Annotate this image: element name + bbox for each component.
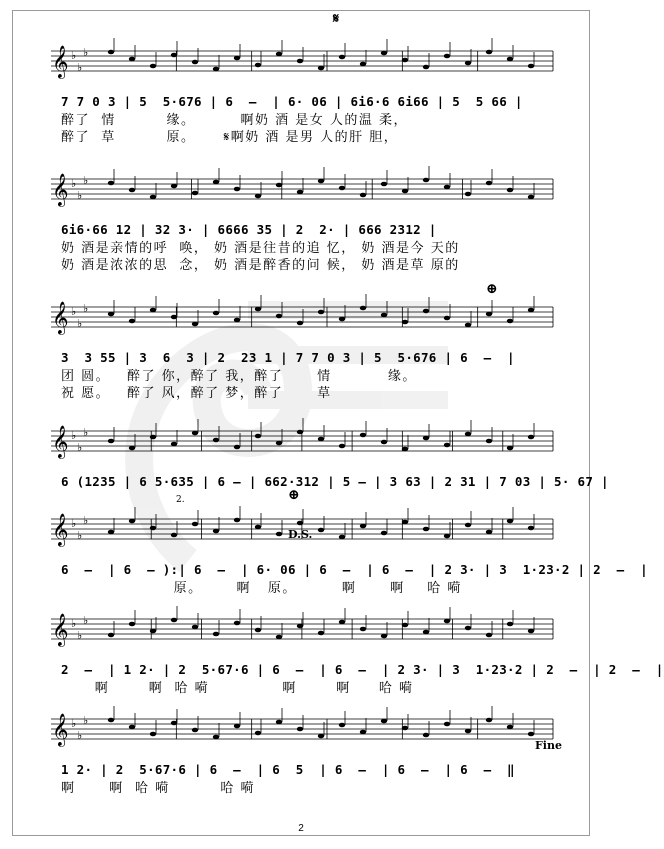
notehead (171, 442, 177, 447)
notehead (423, 309, 429, 314)
notehead (297, 321, 303, 326)
notehead (486, 50, 492, 55)
notehead (129, 57, 135, 62)
notehead (276, 532, 282, 537)
notehead (507, 188, 513, 193)
notehead (339, 535, 345, 540)
notehead (381, 634, 387, 639)
notehead (234, 56, 240, 61)
notehead (402, 447, 408, 452)
flat-icon: ♭ (71, 429, 77, 442)
notehead (423, 527, 429, 532)
notehead (360, 306, 366, 311)
flat-icon: ♭ (83, 614, 89, 627)
flat-icon: ♭ (71, 305, 77, 318)
notehead (465, 61, 471, 66)
notehead (318, 528, 324, 533)
jianpu-line: 7 7 0 3 | 5 5·676 | 6 – | 6· 06 | 6i6·6 6i66 | 5 5 66 | (61, 94, 523, 109)
notehead (192, 522, 198, 527)
notehead (234, 445, 240, 450)
treble-clef-icon: 𝄞 (52, 513, 69, 546)
notehead (276, 720, 282, 725)
flat-icon: ♭ (71, 517, 77, 530)
flat-icon: ♭ (71, 49, 77, 62)
notehead (507, 319, 513, 324)
notehead (528, 732, 534, 737)
notehead (150, 64, 156, 69)
notehead (465, 323, 471, 328)
notehead (255, 628, 261, 633)
notehead (108, 718, 114, 723)
notehead (171, 618, 177, 623)
notehead (171, 533, 177, 538)
notehead (528, 308, 534, 313)
notehead (528, 526, 534, 531)
notehead (444, 316, 450, 321)
notehead (402, 320, 408, 325)
notehead (255, 194, 261, 199)
notehead (423, 733, 429, 738)
notehead (297, 624, 303, 629)
notehead (381, 440, 387, 445)
notehead (339, 444, 345, 449)
flat-icon: ♭ (83, 174, 89, 187)
notehead (171, 184, 177, 189)
notehead (486, 312, 492, 317)
notehead (402, 520, 408, 525)
treble-clef-icon: 𝄞 (52, 173, 69, 206)
flat-icon: ♭ (83, 46, 89, 59)
notehead (528, 629, 534, 634)
notehead (444, 534, 450, 539)
notehead (339, 317, 345, 322)
notehead (486, 439, 492, 444)
notehead (234, 724, 240, 729)
notehead (486, 718, 492, 723)
flat-icon: ♭ (83, 714, 89, 727)
notehead (108, 50, 114, 55)
staff-7 (13, 701, 591, 761)
notehead (150, 732, 156, 737)
notehead (507, 519, 513, 524)
lyric-line-2: 醉了 草 原。 𝄋啊奶 酒 是男 人的肝 胆， (61, 130, 399, 145)
notehead (486, 633, 492, 638)
flat-icon: ♭ (77, 317, 83, 330)
notehead (507, 57, 513, 62)
notehead (129, 446, 135, 451)
lyric-line-2: 奶 酒是浓浓的思 念， 奶 酒是醉香的问 候， 奶 酒是草 原的 (61, 258, 460, 273)
notehead (318, 310, 324, 315)
notehead (528, 64, 534, 69)
flat-icon: ♭ (71, 717, 77, 730)
treble-clef-icon: 𝄞 (52, 425, 69, 458)
jianpu-line: 3 3 55 | 3 6 3 | 2 23 1 | 7 7 0 3 | 5 5·676 | 6 – | (61, 350, 515, 365)
staff-2 (13, 161, 591, 221)
notehead (360, 433, 366, 438)
notehead (402, 623, 408, 628)
staff-1 (13, 33, 591, 93)
notehead (150, 195, 156, 200)
notehead (255, 434, 261, 439)
notehead (192, 322, 198, 327)
flat-icon: ♭ (77, 441, 83, 454)
coda-icon-2: ⊕ (288, 487, 300, 503)
notehead (171, 315, 177, 320)
notehead (234, 518, 240, 523)
notehead (360, 627, 366, 632)
notehead (318, 631, 324, 636)
notehead (129, 188, 135, 193)
notehead (423, 630, 429, 635)
notehead (108, 633, 114, 638)
notehead (507, 622, 513, 627)
flat-icon: ♭ (83, 514, 89, 527)
notehead (129, 622, 135, 627)
notehead (339, 186, 345, 191)
notehead (297, 727, 303, 732)
jianpu-line: 1 2· | 2 5·67·6 | 6 – | 6 5 | 6 – | 6 – | 6 – ‖ (61, 762, 515, 777)
notehead (213, 438, 219, 443)
notehead (129, 725, 135, 730)
notehead (171, 721, 177, 726)
notehead (402, 58, 408, 63)
notehead (381, 51, 387, 56)
notehead (465, 626, 471, 631)
flat-icon: ♭ (71, 617, 77, 630)
notehead (255, 731, 261, 736)
notehead (192, 728, 198, 733)
notehead (381, 182, 387, 187)
score-page (12, 10, 664, 836)
flat-icon: ♭ (71, 177, 77, 190)
notehead (381, 531, 387, 536)
notehead (255, 63, 261, 68)
notehead (297, 521, 303, 526)
staff-6 (13, 601, 591, 661)
lyric-line-1: 醉了 情 缘。 啊奶 酒 是女 人的温 柔， (61, 113, 409, 128)
notehead (234, 318, 240, 323)
flat-icon: ♭ (77, 729, 83, 742)
notehead (234, 187, 240, 192)
notehead (192, 431, 198, 436)
notehead (402, 726, 408, 731)
notehead (129, 519, 135, 524)
notehead (192, 625, 198, 630)
notehead (297, 59, 303, 64)
notehead (423, 65, 429, 70)
notehead (234, 621, 240, 626)
notehead (507, 446, 513, 451)
notehead (318, 437, 324, 442)
ds-marking: D.S. (288, 528, 313, 541)
flat-icon: ♭ (77, 61, 83, 74)
notehead (108, 530, 114, 535)
notehead (339, 723, 345, 728)
notehead (528, 435, 534, 440)
notehead (465, 729, 471, 734)
notehead (213, 735, 219, 740)
notehead (108, 312, 114, 317)
notehead (297, 430, 303, 435)
fine-marking: Fine (535, 739, 562, 752)
notehead (213, 67, 219, 72)
notehead (108, 181, 114, 186)
lyric-line-2: 祝 愿。 醉了 风，醉了 梦，醉了 草 (61, 386, 332, 401)
notehead (150, 526, 156, 531)
flat-icon: ♭ (83, 302, 89, 315)
notehead (339, 620, 345, 625)
notehead (213, 180, 219, 185)
notehead (360, 193, 366, 198)
notehead (108, 439, 114, 444)
notehead (486, 181, 492, 186)
notehead (444, 443, 450, 448)
notehead (423, 178, 429, 183)
treble-clef-icon: 𝄞 (52, 713, 69, 746)
lyric-line-1: 啊 啊 哈 嗬 啊 啊 哈 嗬 (61, 681, 414, 696)
lyric-line-1: 原。 啊 原。 啊 啊 哈 嗬 (61, 581, 462, 596)
notehead (276, 441, 282, 446)
flat-icon: ♭ (83, 426, 89, 439)
notehead (381, 313, 387, 318)
notehead (402, 189, 408, 194)
notehead (318, 179, 324, 184)
flat-icon: ♭ (77, 529, 83, 542)
notehead (465, 523, 471, 528)
notehead (192, 191, 198, 196)
notehead (129, 319, 135, 324)
notehead (423, 436, 429, 441)
notehead (276, 635, 282, 640)
lyric-line-1: 啊 啊 哈 嗬 哈 嗬 (61, 781, 256, 796)
notehead (444, 185, 450, 190)
notehead (318, 734, 324, 739)
notehead (276, 52, 282, 57)
staff-4 (13, 413, 591, 473)
notehead (465, 432, 471, 437)
notehead (192, 60, 198, 65)
notehead (339, 55, 345, 60)
page-number: 2 (298, 823, 304, 834)
notehead (381, 719, 387, 724)
notehead (360, 62, 366, 67)
jianpu-line: 6i6·66 12 | 32 3· | 6666 35 | 2 2· | 666 2312 | (61, 222, 437, 237)
notehead (465, 192, 471, 197)
treble-clef-icon: 𝄞 (52, 45, 69, 78)
jianpu-line: 6 (1235 | 6 5·635 | 6 – | 662·312 | 5 – | 3 63 | 2 31 | 7 03 | 5· 67 | (61, 474, 609, 489)
notehead (150, 629, 156, 634)
notehead (444, 619, 450, 624)
jianpu-line: 2 – | 1 2· | 2 5·67·6 | 6 – | 6 – | 2 3· | 3 1·23·2 | 2 – | 2 – | (61, 662, 664, 677)
notehead (486, 530, 492, 535)
notehead (276, 314, 282, 319)
notehead (255, 307, 261, 312)
treble-clef-icon: 𝄞 (52, 301, 69, 334)
notehead (444, 54, 450, 59)
notehead (360, 524, 366, 529)
notehead (213, 529, 219, 534)
staff-3 (13, 289, 591, 349)
notehead (360, 730, 366, 735)
notehead (507, 725, 513, 730)
notehead (213, 311, 219, 316)
treble-clef-icon: 𝄞 (52, 613, 69, 646)
segno-icon: 𝄋 (333, 11, 340, 27)
notehead (213, 632, 219, 637)
flat-icon: ♭ (77, 189, 83, 202)
lyric-line-1: 奶 酒是亲情的呼 唤， 奶 酒是往昔的追 忆， 奶 酒是今 天的 (61, 241, 460, 256)
coda-icon: ⊕ (486, 281, 498, 297)
notehead (255, 525, 261, 530)
lyric-line-1: 团 圆。 醉了 你，醉了 我，醉了 情 缘。 (61, 369, 417, 384)
flat-icon: ♭ (77, 629, 83, 642)
notehead (318, 66, 324, 71)
volta-2-label: 2. (176, 495, 185, 505)
notehead (297, 190, 303, 195)
notehead (444, 722, 450, 727)
notehead (171, 53, 177, 58)
notehead (150, 435, 156, 440)
notehead (150, 308, 156, 313)
notehead (276, 183, 282, 188)
jianpu-line: 6 – | 6 – ):| 6 – | 6· 06 | 6 – | 6 – | 2 3· | 3 1·23·2 | 2 – | (61, 562, 648, 577)
notehead (528, 195, 534, 200)
